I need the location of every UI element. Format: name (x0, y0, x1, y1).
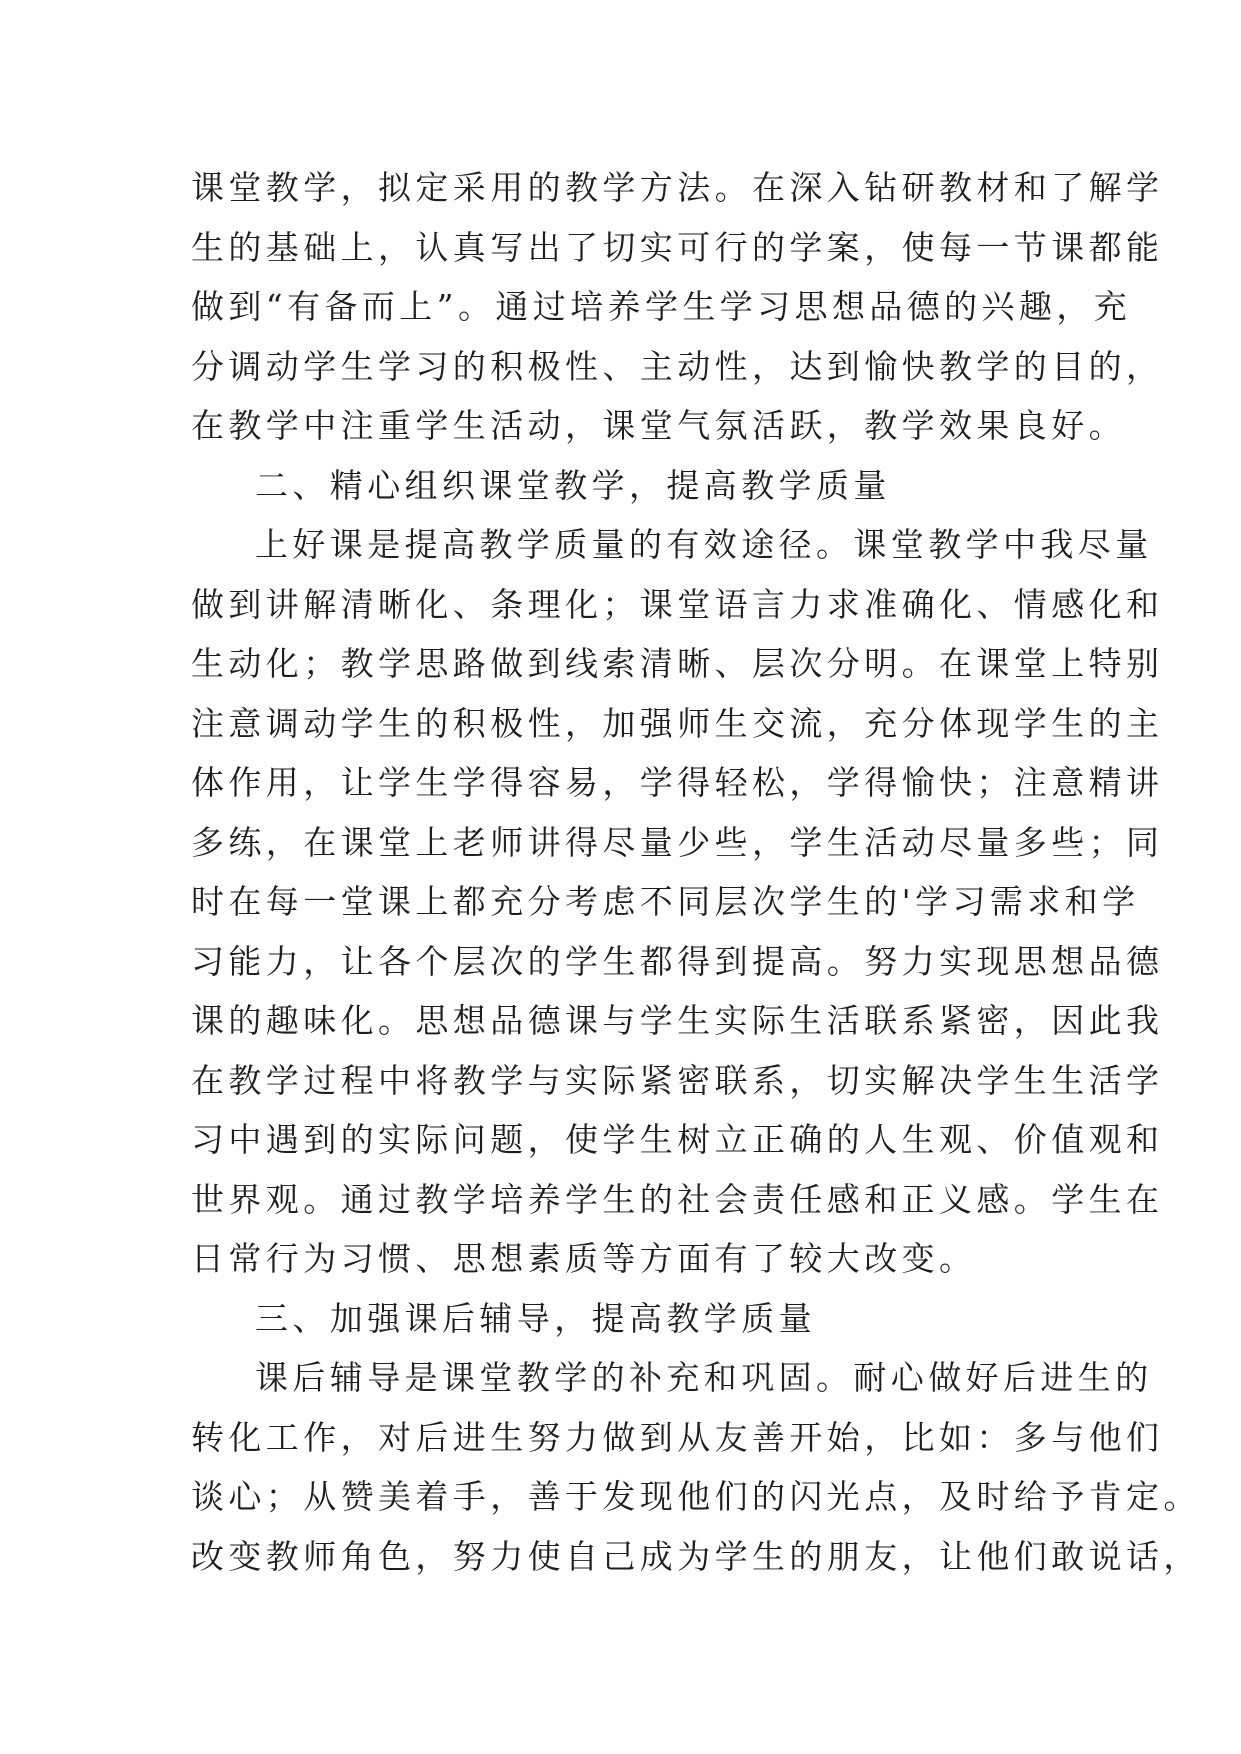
text-line: 在教学中注重学生活动，课堂气氛活跃，教学效果良好。 (191, 406, 1126, 445)
text-line: 分调动学生学习的积极性、主动性，达到愉快教学的目的， (191, 346, 1164, 386)
text-line: 课堂教学，拟定采用的教学方法。在深入钻研教材和了解学 (191, 168, 1164, 207)
text-line: 体作用，让学生学得容易，学得轻松，学得愉快；注意精讲 (191, 763, 1164, 802)
text-line: 日常行为习惯、思想素质等方面有了较大改变。 (191, 1239, 977, 1278)
text-line: 改变教师角色，努力使自己成为学生的朋友，让他们敢说话， (191, 1536, 1201, 1576)
paragraph-start: 课后辅导是课堂教学的补充和巩固。耐心做好后进生的 (255, 1358, 1153, 1397)
text-line: 习能力，让各个层次的学生都得到提高。努力实现思想品德 (191, 941, 1164, 981)
text-line: 谈心；从赞美着手，善于发现他们的闪光点，及时给予肯定。 (191, 1477, 1201, 1516)
text-line: 生的基础上，认真写出了切实可行的学案，使每一节课都能 (191, 227, 1164, 267)
text-line: 习中遇到的实际问题，使学生树立正确的人生观、价值观和 (191, 1120, 1164, 1159)
document-body (191, 158, 1201, 1586)
section-heading: 三、加强课后辅导，提高教学质量 (255, 1298, 816, 1338)
text-line: 世界观。通过教学培养学生的社会责任感和正义感。学生在 (191, 1179, 1164, 1219)
text-line: 时在每一堂课上都充分考虑不同层次学生的'学习需求和学 (191, 882, 1140, 921)
text-line: 课的趣味化。思想品德课与学生实际生活联系紧密，因此我 (191, 1001, 1164, 1040)
paragraph-start: 上好课是提高教学质量的有效途径。课堂教学中我尽量 (255, 525, 1153, 564)
text-line: 注意调动学生的积极性，加强师生交流，充分体现学生的主 (191, 703, 1164, 743)
text-line: 做到“有备而上”。通过培养学生学习思想品德的兴趣，充 (191, 287, 1132, 326)
text-line: 生动化；教学思路做到线索清晰、层次分明。在课堂上特别 (191, 644, 1164, 683)
text-line: 多练，在课堂上老师讲得尽量少些，学生活动尽量多些；同 (191, 822, 1164, 862)
text-line: 做到讲解清晰化、条理化；课堂语言力求准确化、情感化和 (191, 584, 1164, 624)
text-line: 在教学过程中将教学与实际紧密联系，切实解决学生生活学 (191, 1060, 1164, 1100)
text-line: 转化工作，对后进生努力做到从友善开始，比如：多与他们 (191, 1417, 1164, 1457)
section-heading: 二、精心组织课堂教学，提高教学质量 (255, 465, 891, 505)
